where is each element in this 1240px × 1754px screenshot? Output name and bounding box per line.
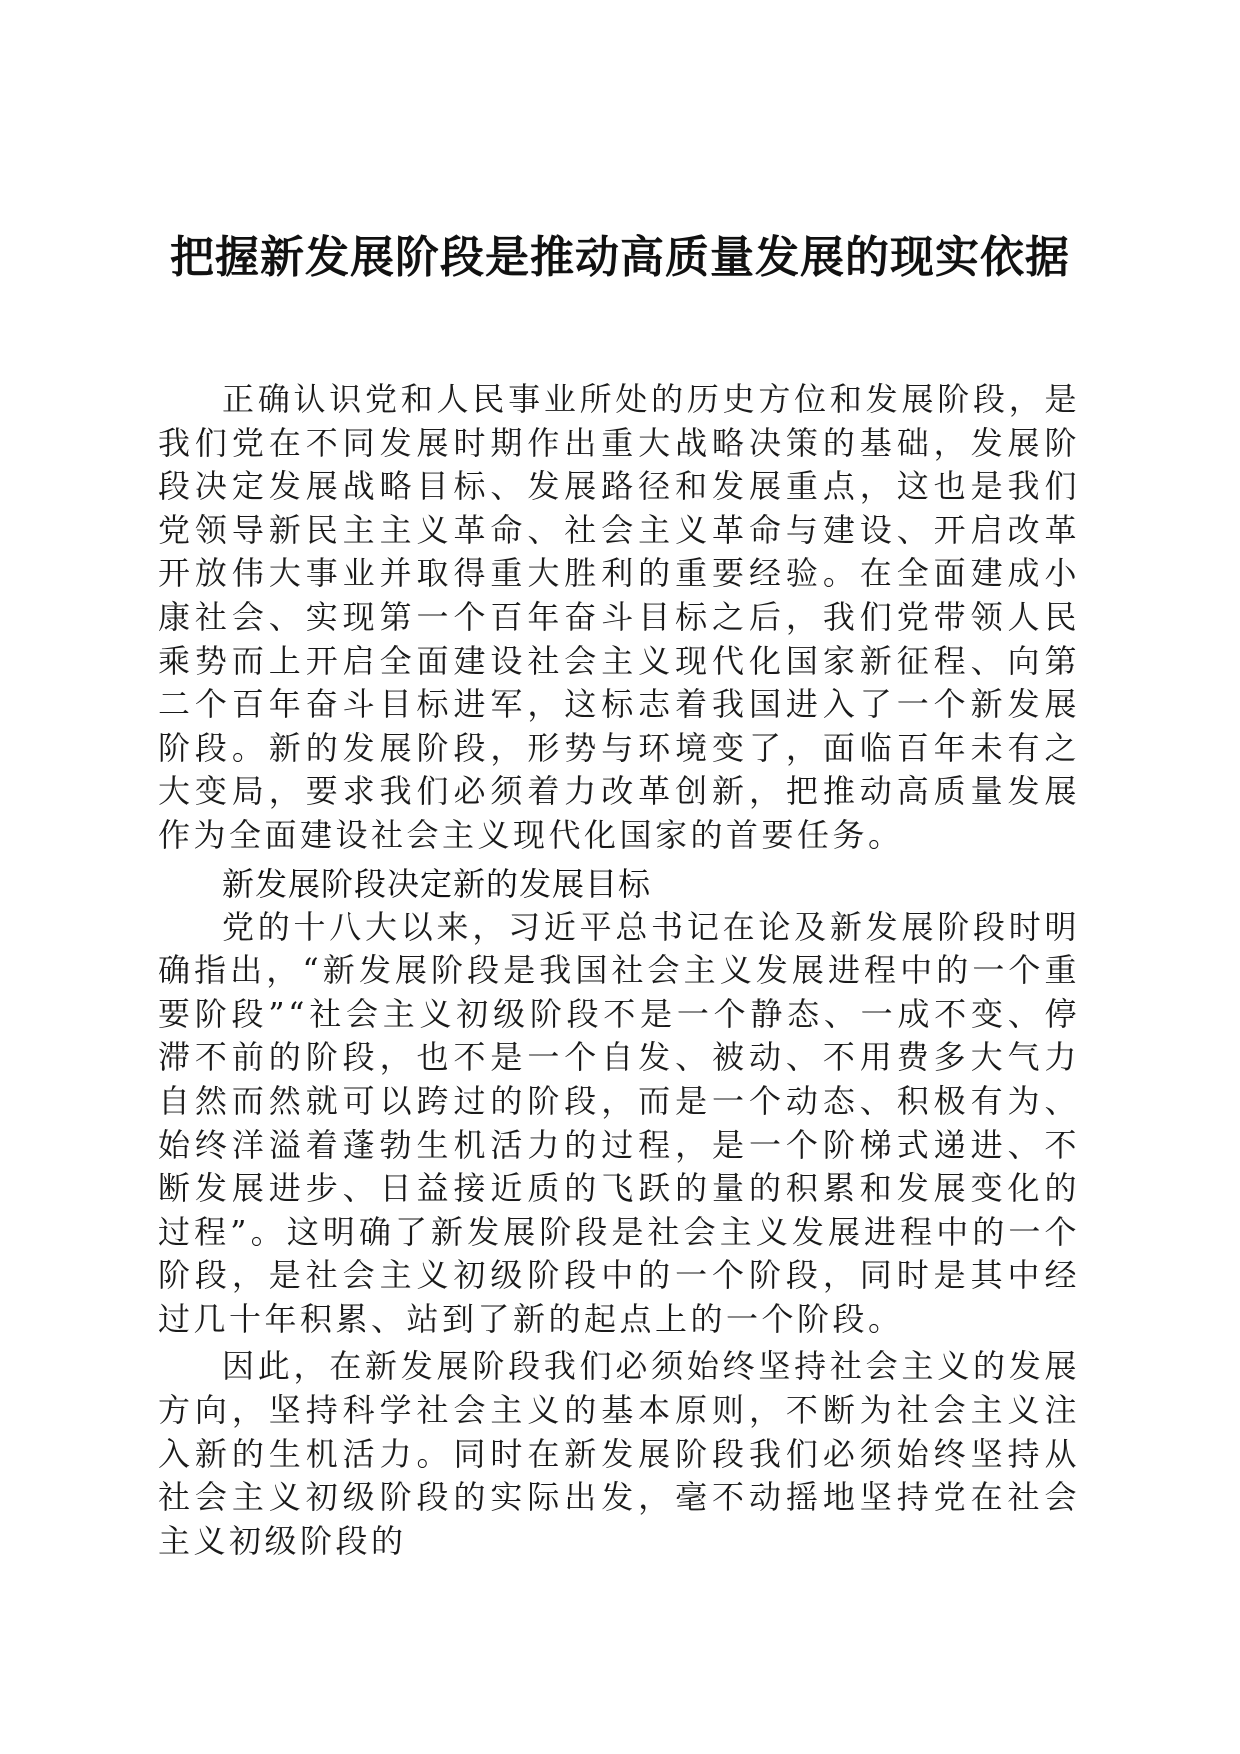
section-heading: 新发展阶段决定新的发展目标 <box>222 864 652 903</box>
document-body <box>158 378 1080 1563</box>
paragraph-conclusion: 因此，在新发展阶段我们必须始终坚持社会主义的发展方向，坚持科学社会主义的基本原则，不断为社会主义注入新的生机活力。同时在新发展阶段我们必须始终坚持从社会主义初级阶段的实际出发，毫不动摇地坚持党在社会主义初级阶段的 <box>158 1347 1080 1560</box>
paragraph-quote: 党的十八大以来，习近平总书记在论及新发展阶段时明确指出，“新发展阶段是我国社会主义发展进程中的一个重要阶段”“社会主义初级阶段不是一个静态、一成不变、停滞不前的阶段，也不是一个自发、被动、不用费多大气力自然而然就可以跨过的阶段，而是一个动态、积极有为、始终洋溢着蓬勃生机活力的过程，是一个阶梯式递进、不断发展进步、日益接近质的飞跃的量的积累和发展变化的过程”。这明确了新发展阶段是社会主义发展进程中的一个阶段，是社会主义初级阶段中的一个阶段，同时是其中经过几十年积累、站到了新的起点上的一个阶段。 <box>158 907 1080 1338</box>
document-title: 把握新发展阶段是推动高质量发展的现实依据 <box>170 232 1070 283</box>
paragraph-intro: 正确认识党和人民事业所处的历史方位和发展阶段，是我们党在不同发展时期作出重大战略决策的基础，发展阶段决定发展战略目标、发展路径和发展重点，这也是我们党领导新民主主义革命、社会主义革命与建设、开启改革开放伟大事业并取得重大胜利的重要经验。在全面建成小康社会、实现第一个百年奋斗目标之后，我们党带领人民乘势而上开启全面建设社会主义现代化国家新征程、向第二个百年奋斗目标进军，这标志着我国进入了一个新发展阶段。新的发展阶段，形势与环境变了，面临百年未有之大变局，要求我们必须着力改革创新，把推动高质量发展作为全面建设社会主义现代化国家的首要任务。 <box>158 380 1080 854</box>
